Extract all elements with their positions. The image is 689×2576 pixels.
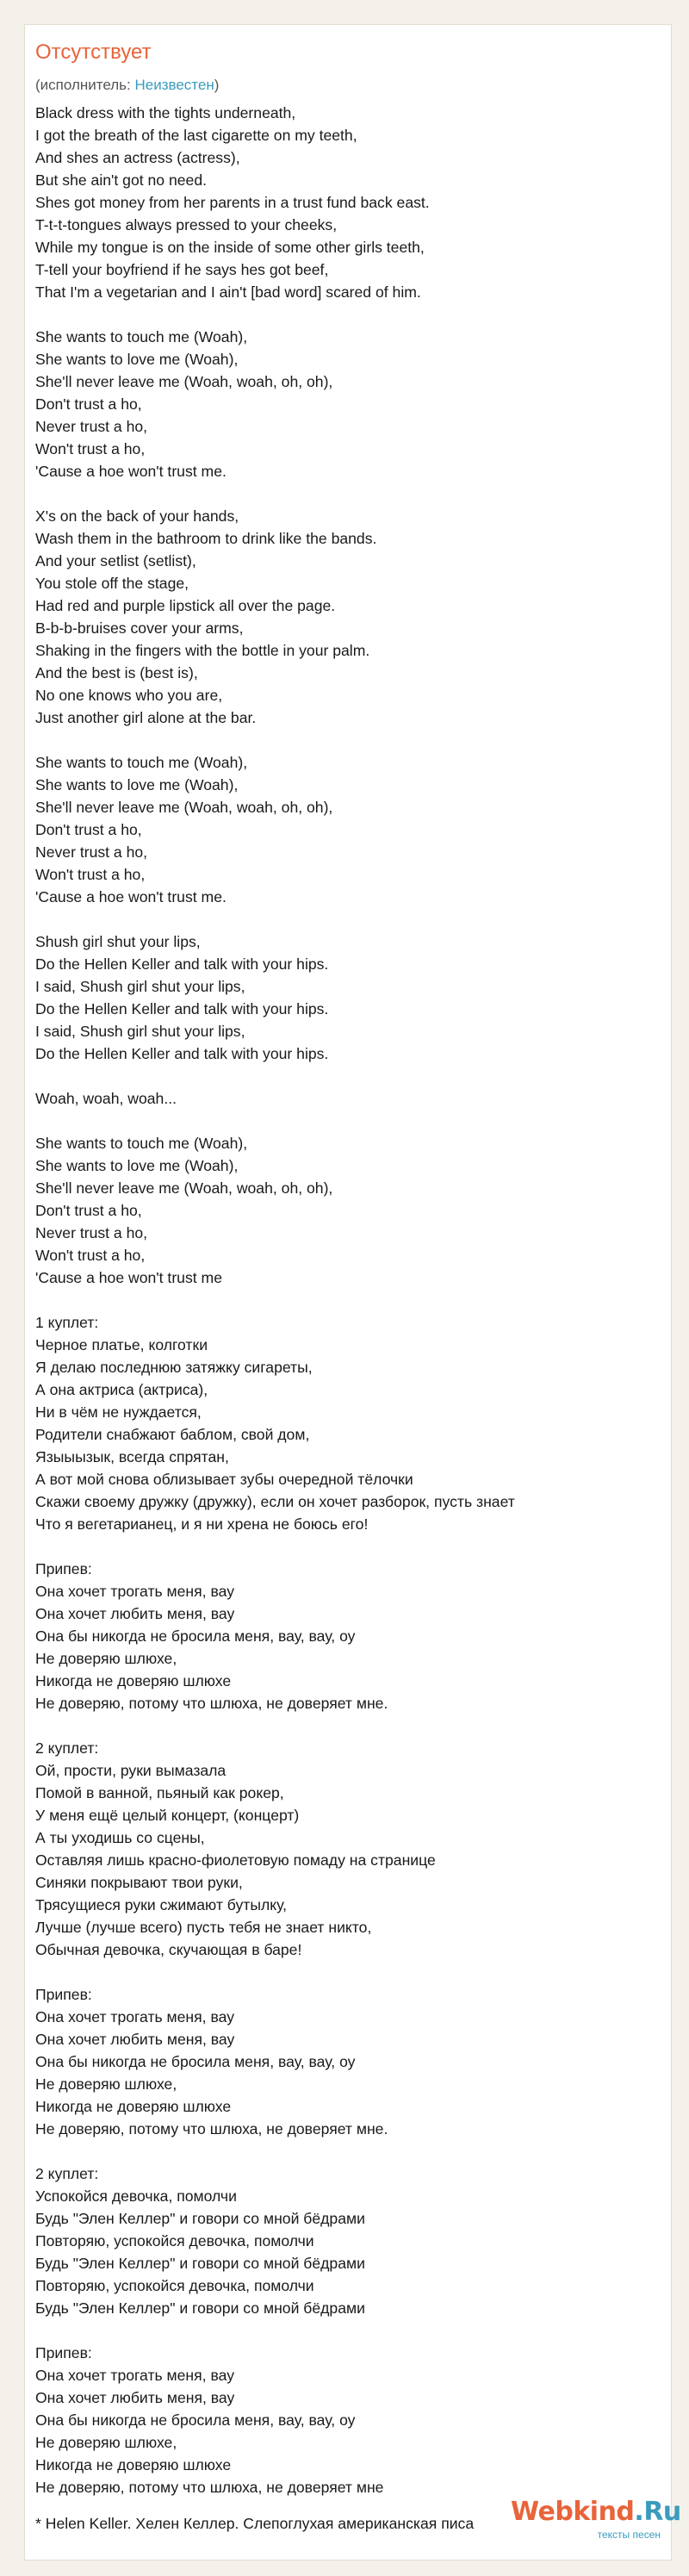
lyric-line: Just another girl alone at the bar.: [35, 709, 257, 726]
lyric-line: Ой, прости, руки вымазала: [35, 1762, 227, 1779]
lyric-line: 2 куплет:: [35, 1739, 99, 1757]
artist-suffix: ): [214, 77, 220, 93]
stanza-break: [35, 2140, 655, 2162]
lyrics-body: [35, 102, 655, 2498]
lyric-line: Скажи своему дружку (дружку), если он хочет разборок, пусть знает: [35, 1493, 515, 1510]
lyric-line: Языыызык, всегда спрятан,: [35, 1448, 229, 1465]
lyric-line: She wants to love me (Woah),: [35, 351, 239, 368]
lyric-line: 'Cause a hoe won't trust me: [35, 1269, 222, 1286]
lyric-line: Don't trust a ho,: [35, 1202, 142, 1219]
lyric-line: Повторяю, успокойся девочка, помолчи: [35, 2232, 314, 2249]
lyric-line: Припев:: [35, 1560, 92, 1577]
logo-tld: .Ru: [634, 2497, 681, 2527]
lyric-line: Она хочет любить меня, вау: [35, 2031, 235, 2048]
lyric-line: Black dress with the tights underneath,: [35, 104, 296, 121]
lyric-line: 1 куплет:: [35, 1314, 99, 1331]
lyric-line: 'Cause a hoe won't trust me.: [35, 888, 227, 905]
lyric-line: Она бы никогда не бросила меня, вау, вау, оу: [35, 2053, 356, 2070]
lyric-line: Она бы никогда не бросила меня, вау, вау, оу: [35, 1627, 356, 1645]
lyric-line: Не доверяю, потому что шлюха, не доверяет мне.: [35, 2120, 388, 2137]
lyric-line: Что я вегетарианец, и я ни хрена не боюсь его!: [35, 1515, 369, 1533]
stanza-break: [35, 482, 655, 505]
lyric-line: Она хочет трогать меня, вау: [35, 1583, 234, 1600]
lyric-line: Ни в чём не нуждается,: [35, 1403, 202, 1421]
artist-line: [35, 77, 219, 94]
page-title: Отсутствует: [35, 40, 152, 64]
lyric-line: Оставляя лишь красно-фиолетовую помаду на странице: [35, 1851, 436, 1869]
lyric-line: Синяки покрывают твои руки,: [35, 1874, 243, 1891]
lyric-line: T-t-t-tongues always pressed to your cheeks,: [35, 216, 338, 233]
stanza-break: [35, 303, 655, 326]
lyric-line: While my tongue is on the inside of some other girls teeth,: [35, 239, 425, 256]
lyric-line: I said, Shush girl shut your lips,: [35, 978, 245, 995]
lyric-line: And your setlist (setlist),: [35, 552, 196, 569]
lyric-line: Don't trust a ho,: [35, 395, 142, 413]
lyric-line: I got the breath of the last cigarette on my teeth,: [35, 127, 357, 144]
stanza-break: [35, 1289, 655, 1311]
lyric-line: Черное платье, колготки: [35, 1336, 208, 1353]
lyric-line: Трясущиеся руки сжимают бутылку,: [35, 1896, 288, 1913]
lyric-line: Won't trust a ho,: [35, 440, 146, 457]
lyric-line: And the best is (best is),: [35, 664, 198, 681]
lyric-line: А ты уходишь со сцены,: [35, 1829, 205, 1846]
lyric-line: Она хочет трогать меня, вау: [35, 2008, 234, 2025]
lyric-line: Never trust a ho,: [35, 843, 148, 861]
lyric-line: Никогда не доверяю шлюхе: [35, 1672, 232, 1689]
lyric-line: А она актриса (актриса),: [35, 1381, 208, 1398]
lyric-line: Будь "Элен Келлер" и говори со мной бёдрами: [35, 2255, 365, 2272]
lyrics-page: [24, 24, 681, 2560]
lyric-line: She'll never leave me (Woah, woah, oh, oh),: [35, 373, 333, 390]
lyric-line: Had red and purple lipstick all over the page.: [35, 597, 336, 614]
lyric-line: Do the Hellen Keller and talk with your hips.: [35, 1045, 329, 1062]
logo-wordmark: [511, 2496, 681, 2529]
lyric-line: She wants to touch me (Woah),: [35, 328, 248, 345]
lyric-line: You stole off the stage,: [35, 575, 189, 592]
lyric-line: Не доверяю шлюхе,: [35, 2075, 177, 2093]
lyric-line: Do the Hellen Keller and talk with your hips.: [35, 955, 329, 973]
lyric-line: And shes an actress (actress),: [35, 149, 240, 166]
lyric-line: She wants to love me (Woah),: [35, 1157, 239, 1174]
lyric-line: Won't trust a ho,: [35, 866, 146, 883]
lyric-line: She'll never leave me (Woah, woah, oh, oh),: [35, 1179, 333, 1197]
lyric-line: Обычная девочка, скучающая в баре!: [35, 1941, 302, 1958]
lyric-line: I said, Shush girl shut your lips,: [35, 1023, 245, 1040]
logo-name: Webkind: [511, 2497, 635, 2527]
lyric-line: Don't trust a ho,: [35, 821, 142, 838]
lyric-line: Shes got money from her parents in a trust fund back east.: [35, 194, 430, 211]
lyric-line: Припев:: [35, 2344, 92, 2361]
lyric-line: But she ain't got no need.: [35, 171, 207, 189]
lyric-line: 2 куплет:: [35, 2165, 99, 2182]
stanza-break: [35, 908, 655, 930]
lyric-line: Лучше (лучше всего) пусть тебя не знает никто,: [35, 1919, 372, 1936]
lyric-line: Я делаю последнюю затяжку сигареты,: [35, 1359, 313, 1376]
lyric-line: Успокойся девочка, помолчи: [35, 2187, 237, 2205]
artist-link[interactable]: Неизвестен: [134, 77, 214, 93]
stanza-break: [35, 1714, 655, 1737]
lyric-line: Она хочет любить меня, вау: [35, 1605, 235, 1622]
lyric-line: Она бы никогда не бросила меня, вау, вау, оу: [35, 2411, 356, 2429]
lyric-line: Она хочет трогать меня, вау: [35, 2367, 234, 2384]
lyric-line: Не доверяю шлюхе,: [35, 2434, 177, 2451]
lyric-line: X's on the back of your hands,: [35, 507, 239, 525]
lyric-line: 'Cause a hoe won't trust me.: [35, 463, 227, 480]
lyric-line: Припев:: [35, 1986, 92, 2003]
lyric-line: She wants to love me (Woah),: [35, 776, 239, 793]
lyric-line: Она хочет любить меня, вау: [35, 2389, 235, 2406]
stanza-break: [35, 2319, 655, 2342]
lyric-line: Shaking in the fingers with the bottle in your palm.: [35, 642, 370, 659]
lyric-line: Never trust a ho,: [35, 1224, 148, 1241]
lyric-line: She wants to touch me (Woah),: [35, 754, 248, 771]
artist-prefix: (исполнитель:: [35, 77, 135, 93]
lyric-line: Будь "Элен Келлер" и говори со мной бёдрами: [35, 2299, 365, 2317]
lyric-line: Повторяю, успокойся девочка, помолчи: [35, 2277, 314, 2294]
stanza-break: [35, 1535, 655, 1558]
stanza-break: [35, 1110, 655, 1132]
lyric-line: Будь "Элен Келлер" и говори со мной бёдрами: [35, 2210, 365, 2227]
lyric-line: У меня ещё целый концерт, (концерт): [35, 1807, 300, 1824]
lyric-line: Родители снабжают баблом, свой дом,: [35, 1426, 310, 1443]
lyric-line: Не доверяю, потому что шлюха, не доверяет мне.: [35, 1695, 388, 1712]
lyric-line: Wash them in the bathroom to drink like the bands.: [35, 530, 377, 547]
stanza-break: [35, 729, 655, 751]
footnote: * Helen Keller. Хелен Келлер. Слепоглухая американская писа: [35, 2515, 475, 2532]
lyric-line: Помой в ванной, пьяный как рокер,: [35, 1784, 284, 1801]
lyric-line: She wants to touch me (Woah),: [35, 1135, 248, 1152]
lyric-line: That I'm a vegetarian and I ain't [bad word] scared of him.: [35, 283, 421, 301]
lyric-line: Не доверяю, потому что шлюха, не доверяет мне: [35, 2479, 384, 2496]
lyric-line: Woah, woah, woah...: [35, 1090, 177, 1107]
lyric-line: А вот мой снова облизывает зубы очередной тёлочки: [35, 1471, 413, 1488]
lyric-line: Не доверяю шлюхе,: [35, 1650, 177, 1667]
site-logo[interactable]: [511, 2496, 681, 2548]
stanza-break: [35, 1961, 655, 1983]
lyric-line: Won't trust a ho,: [35, 1247, 146, 1264]
lyric-line: Never trust a ho,: [35, 418, 148, 435]
lyric-line: No one knows who you are,: [35, 687, 223, 704]
lyric-line: Никогда не доверяю шлюхе: [35, 2098, 232, 2115]
stanza-break: [35, 1065, 655, 1087]
lyric-line: Shush girl shut your lips,: [35, 933, 201, 950]
lyric-line: T-tell your boyfriend if he says hes got beef,: [35, 261, 329, 278]
lyric-line: She'll never leave me (Woah, woah, oh, oh),: [35, 799, 333, 816]
lyric-line: Do the Hellen Keller and talk with your hips.: [35, 1000, 329, 1017]
logo-subtitle: тексты песен: [597, 2529, 661, 2541]
lyric-line: Никогда не доверяю шлюхе: [35, 2456, 232, 2473]
lyric-line: B-b-b-bruises cover your arms,: [35, 619, 244, 637]
